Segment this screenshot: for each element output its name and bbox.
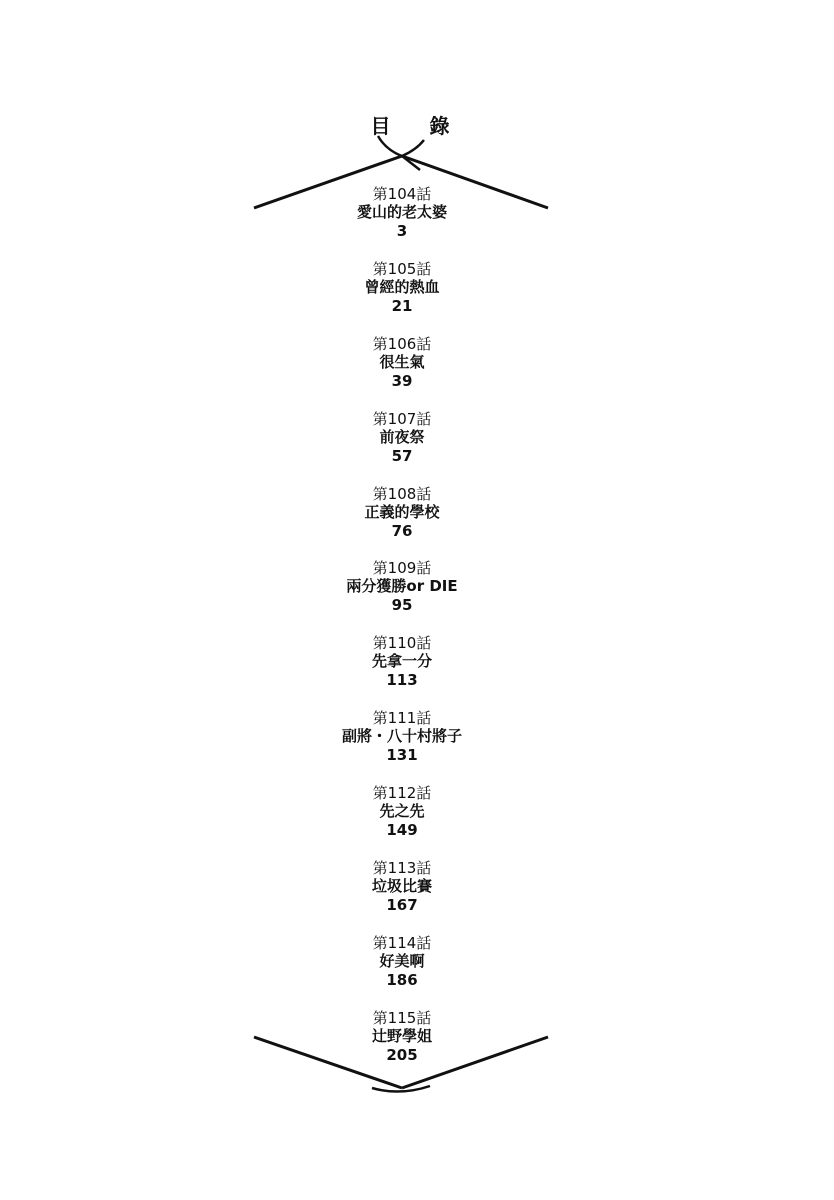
list-item (0, 185, 804, 260)
chapter-number: 第111話 (372, 709, 432, 728)
chapter-number: 第107話 (372, 409, 432, 428)
page-number: 167 (386, 896, 418, 915)
page-number: 39 (391, 371, 413, 390)
page-number: 3 (396, 222, 408, 240)
page-number: 113 (386, 671, 418, 690)
chapter-title: 很生氣 (379, 352, 425, 371)
list-item (0, 784, 804, 859)
chapter-number: 第109話 (372, 559, 432, 578)
chapter-number: 第106話 (372, 334, 432, 353)
chapter-number: 第110話 (372, 634, 432, 653)
page-number: 205 (386, 1045, 418, 1064)
chapter-number: 第104話 (372, 185, 432, 203)
chapter-number: 第105話 (372, 259, 432, 278)
page-number: 76 (391, 521, 413, 540)
page-number: 57 (391, 446, 413, 465)
list-item (0, 1009, 804, 1084)
chapter-title: 好美啊 (379, 951, 425, 970)
chapter-title: 正義的學校 (364, 502, 440, 521)
chapter-number: 第114話 (372, 933, 432, 952)
page-number: 21 (391, 296, 413, 315)
page-title: 目 錄 (370, 114, 466, 138)
list-item (0, 335, 804, 410)
chapter-title: 愛山的老太婆 (356, 203, 447, 221)
list-item (0, 485, 804, 560)
chapter-title: 前夜祭 (379, 427, 425, 446)
chapter-title: 先之先 (379, 802, 425, 821)
list-item (0, 859, 804, 934)
list-item (0, 634, 804, 709)
chapter-title: 先拿一分 (371, 652, 432, 671)
chapter-title: 兩分獲勝or DIE (346, 577, 458, 596)
page-number: 186 (386, 970, 418, 989)
chapter-title: 垃圾比賽 (371, 877, 432, 896)
chapter-number: 第108話 (372, 484, 432, 503)
chapter-title: 副將・八十村將子 (341, 727, 462, 746)
chapter-number: 第115話 (372, 1008, 432, 1027)
chapter-title: 曾經的熱血 (364, 277, 440, 296)
list-item (0, 709, 804, 784)
page-number: 131 (386, 746, 418, 765)
chapter-number: 第112話 (372, 784, 432, 803)
top-curl-ornament (378, 136, 424, 156)
page-number: 149 (386, 821, 418, 840)
list-item (0, 410, 804, 485)
list-item (0, 934, 804, 1009)
chapter-number: 第113話 (372, 859, 432, 878)
chapter-title: 辻野學姐 (371, 1026, 432, 1045)
list-item (0, 559, 804, 634)
chapter-list (0, 185, 804, 1084)
page-number: 95 (391, 596, 413, 615)
list-item (0, 260, 804, 335)
